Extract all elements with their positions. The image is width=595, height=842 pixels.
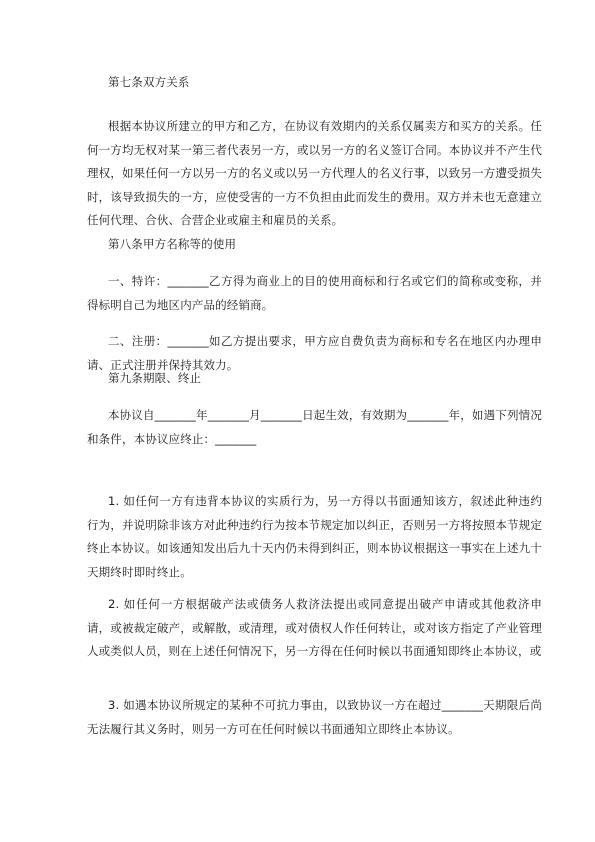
article-8-clause-1: 一、特许：_______乙方得为商业上的目的使用商标和行名或它们的简称或变称，并得标明自己为地区内产品的经销商。 [87,274,542,312]
article-9-item-1: 1. 如任何一方有违背本协议的实质行为，另一方得以书面通知该方，叙述此种违约行为，并说明除非该方对此种违约行为按本节规定加以纠正，否则另一方将按照本节规定终止本协议。如该通知发出后九十天内仍未得到纠正，则本协议根据这一事实在上述九十天期终时即时终止。 [87,494,542,579]
section-heading-article-7: 第七条双方关系 [108,75,190,89]
article-7-body: 根据本协议所建立的甲方和乙方，在协议有效期内的关系仅属卖方和买方的关系。任何一方均无权对某一第三者代表另一方，或以另一方的名义签订合同。本协议并不产生代理权，如果任何一方以另一方的名义或以另一方代理人的名义行事，以致另一方遭受损失时，该导致损失的一方，应使受害的一方不负担由此而发生的费用。双方并未也无意建立任何代理、合伙、合营企业或雇主和雇员的关系。 [87,119,542,227]
article-9-item-2: 2. 如任何一方根据破产法或债务人救济法提出或同意提出破产申请或其他救济申请，或被裁定破产，或解散，或清理，或对债权人作任何转让，或对该方指定了产业管理人或类似人员，则在上述任何情况下，另一方得在任何时候以书面通知即终止本协议，或 [87,597,542,658]
article-9-intro: 本协议自_______年_______月_______日起生效，有效期为_______年，如遇下列情况和条件，本协议应终止：_______ [87,408,542,446]
section-heading-article-9: 第九条期限、终止 [108,371,202,385]
article-9-item-3: 3. 如遇本协议所规定的某种不可抗力事由，以致协议一方在超过_______天期限后尚无法履行其义务时，则另一方可在任何时候以书面通知立即终止本协议。 [87,698,542,736]
section-heading-article-8: 第八条甲方名称等的使用 [108,237,237,251]
article-8-clause-2: 二、注册：_______如乙方提出要求，甲方应自费负责为商标和专名在地区内办理申请、正式注册并保持其效力。 [87,334,542,372]
